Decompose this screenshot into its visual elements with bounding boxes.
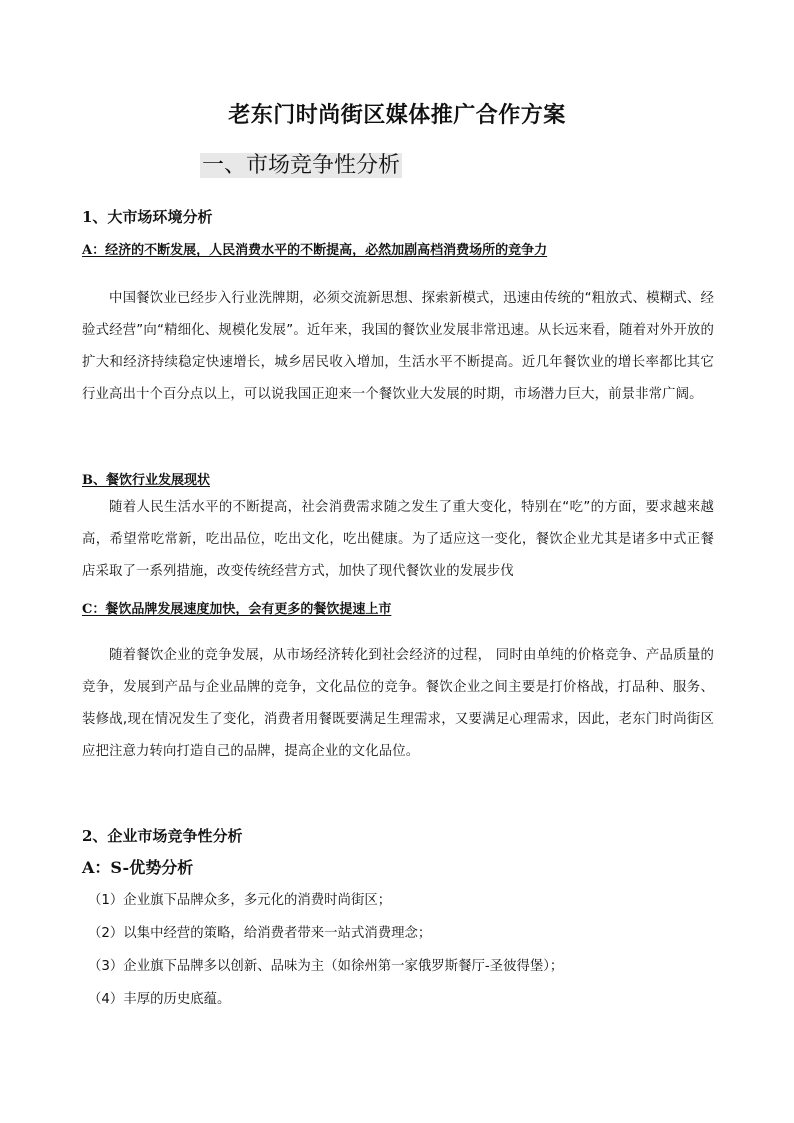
section-title xyxy=(200,148,402,179)
list-item: （3）企业旗下品牌多以创新、品味为主（如徐州第一家俄罗斯餐厅-圣彼得堡）； xyxy=(88,959,564,974)
document-title: 老东门时尚街区媒体推广合作方案 xyxy=(228,102,566,128)
list-item: （2）以集中经营的策略，给消费者带来一站式消费理念； xyxy=(88,926,432,941)
heading-market-environment: 1、大市场环境分析 xyxy=(82,208,213,226)
paragraph-b: 随着人民生活水平的不断提高，社会消费需求随之发生了重大变化，特别在“吃”的方面，要求越来越高，希望常吃常新，吃出品位，吃出文化，吃出健康。为了适应这一变化，餐饮企业尤其是诸多中式正餐店采取了一系列措施，改变传统经营方式，加快了现代餐饮业的发展步伐 xyxy=(82,500,714,579)
list-item: （1）企业旗下品牌众多，多元化的消费时尚街区； xyxy=(88,893,392,908)
subheading-a: A：经济的不断发展，人民消费水平的不断提高，必然加剧高档消费场所的竞争力 xyxy=(82,243,548,258)
paragraph-c: 随着餐饮企业的竞争发展，从市场经济转化到社会经济的过程， 同时由单纯的价格竞争、产品质量的竞争，发展到产品与企业品牌的竞争，文化品位的竞争。餐饮企业之间主要是打价格战，打品种、服务、装修战,现在情况发生了变化，消费者用餐既要满足生理需求，又要满足心理需求，因此，老东门时尚街区应把注意力转向打造自己的品牌，提高企业的文化品位。 xyxy=(82,648,714,759)
subheading-strengths: A：S-优势分析 xyxy=(82,858,194,877)
subheading-c: C：餐饮品牌发展速度加快，会有更多的餐饮提速上市 xyxy=(82,602,392,617)
subheading-b: B、餐饮行业发展现状 xyxy=(82,473,210,488)
list-item: （4）丰厚的历史底蕴。 xyxy=(88,992,231,1007)
section-title-text: 一、市场竞争性分析 xyxy=(202,153,401,178)
heading-competitive-analysis: 2、企业市场竞争性分析 xyxy=(82,827,243,845)
paragraph-a: 中国餐饮业已经步入行业洗牌期，必须交流新思想、探索新模式，迅速由传统的“粗放式、模糊式、经验式经营”向“精细化、规模化发展”。近年来，我国的餐饮业发展非常迅速。从长远来看，随着对外开放的扩大和经济持续稳定快速增长，城乡居民收入增加，生活水平不断提高。近几年餐饮业的增长率都比其它行业高出十个百分点以上，可以说我国正迎来一个餐饮业大发展的时期，市场潜力巨大，前景非常广阔。 xyxy=(82,291,714,402)
